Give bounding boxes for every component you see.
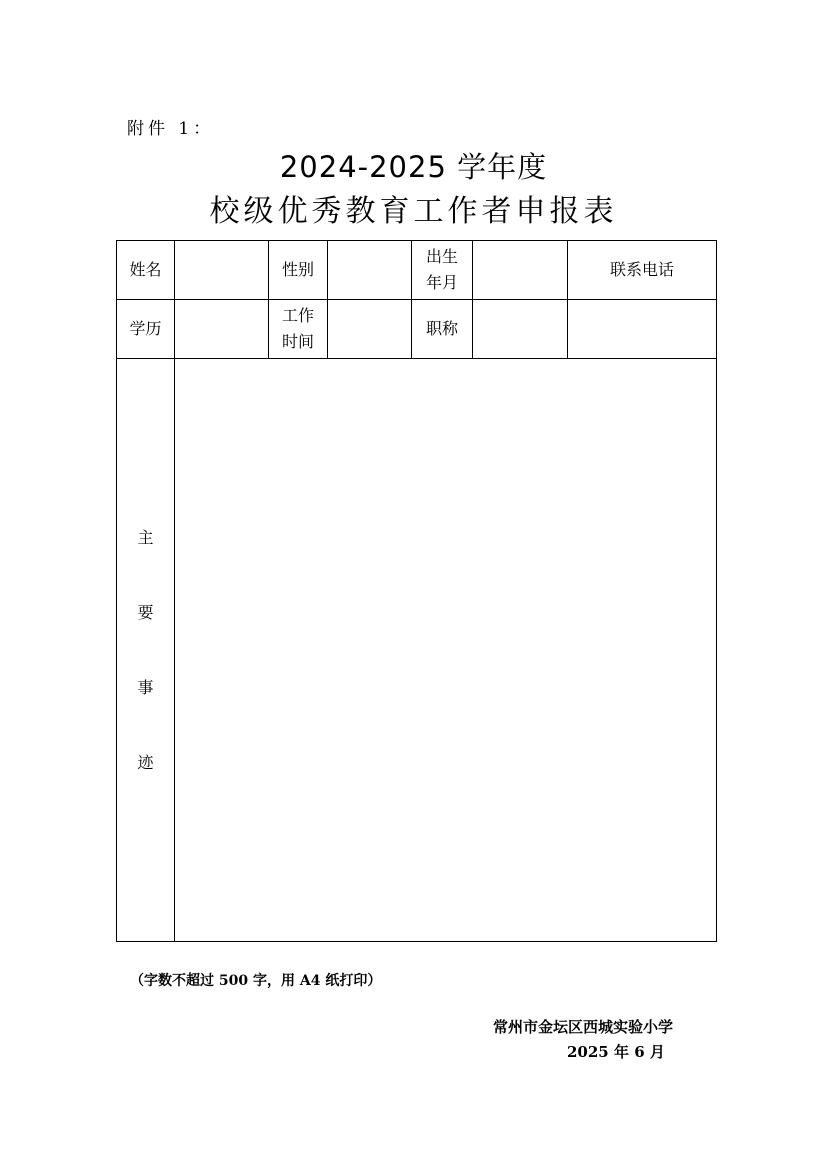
phone-field[interactable] — [568, 300, 717, 359]
education-field[interactable] — [175, 300, 269, 359]
school-name: 常州市金坛区西城实验小学 — [493, 1018, 674, 1036]
application-form-table — [116, 240, 717, 942]
word-limit-note: （字数不超过 500 字，用 A4 纸打印） — [130, 973, 382, 989]
education-label: 学历 — [117, 300, 175, 359]
birth-field[interactable] — [473, 241, 568, 300]
name-label: 姓名 — [117, 241, 175, 300]
work-time-label-line2: 时间 — [281, 332, 314, 351]
table-row — [117, 359, 717, 942]
issue-date: 2025 年 6 月 — [567, 1043, 665, 1061]
name-field[interactable] — [175, 241, 269, 300]
attachment-label: 附件 1： — [127, 119, 215, 139]
deeds-label — [117, 359, 175, 942]
form-title-year: 2024-2025 学年度 — [279, 150, 548, 184]
work-time-field[interactable] — [328, 300, 412, 359]
title-field[interactable] — [473, 300, 568, 359]
deeds-label-char: 迹 — [137, 752, 154, 772]
title-label: 职称 — [412, 300, 473, 359]
birth-label-line1: 出生 — [425, 247, 458, 266]
deeds-label-char: 主 — [137, 527, 154, 547]
deeds-field[interactable] — [175, 359, 717, 942]
phone-label: 联系电话 — [568, 241, 717, 300]
table-row — [117, 241, 717, 300]
form-title: 校级优秀教育工作者申报表 — [209, 194, 618, 229]
work-time-label — [269, 300, 328, 359]
gender-label: 性别 — [269, 241, 328, 300]
birth-label — [412, 241, 473, 300]
deeds-label-char: 要 — [137, 602, 154, 622]
table-row — [117, 300, 717, 359]
deeds-label-char: 事 — [137, 677, 154, 697]
birth-label-line2: 年月 — [425, 273, 458, 292]
gender-field[interactable] — [328, 241, 412, 300]
work-time-label-line1: 工作 — [281, 306, 314, 325]
